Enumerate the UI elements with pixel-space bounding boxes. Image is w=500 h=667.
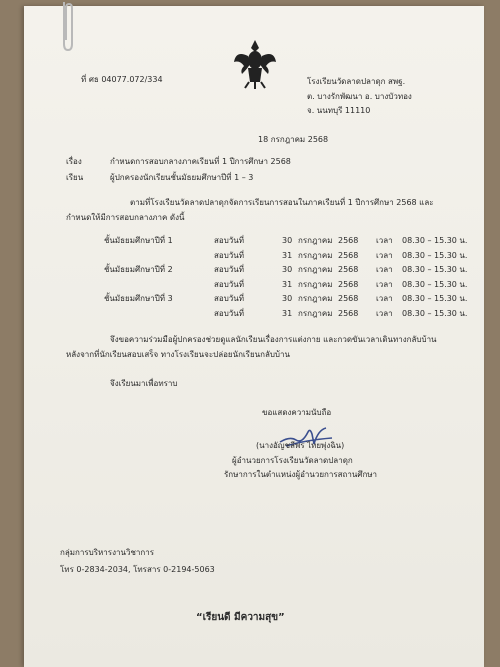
schedule-year: 2568 [338, 294, 359, 303]
schedule-exam: สอบวันที่ [214, 309, 244, 318]
recipient-label: เรียน [66, 173, 84, 182]
schedule-day: 31 [282, 309, 293, 318]
schedule-year: 2568 [338, 236, 359, 245]
intro-line1: ตามที่โรงเรียนวัดลาดปลาดุกจัดการเรียนการสอนในภาคเรียนที่ 1 ปีการศึกษา 2568 และ [130, 198, 434, 207]
schedule-time: 08.30 – 15.30 น. [402, 280, 468, 289]
school-address-line1: ต. บางรักพัฒนา อ. บางบัวทอง [307, 92, 412, 101]
schedule-year: 2568 [338, 265, 359, 274]
schedule-grade: ชั้นมัธยมศึกษาปีที่ 1 [104, 236, 173, 245]
schedule-time-label: เวลา [376, 280, 393, 289]
subject-label: เรื่อง [66, 157, 82, 166]
schedule-time-label: เวลา [376, 236, 393, 245]
schedule-month: กรกฎาคม [298, 309, 333, 318]
letter-date: 18 กรกฎาคม 2568 [258, 135, 329, 144]
paperclip-icon [56, 0, 78, 54]
schedule-month: กรกฎาคม [298, 265, 333, 274]
garuda-emblem-icon [232, 38, 278, 90]
request-line1: จึงขอความร่วมมือผู้ปกครองช่วยดูแลนักเรียนเรื่องการแต่งกาย และกวดขันเวลาเดินทางกลับบ้าน [110, 335, 437, 344]
schedule-exam: สอบวันที่ [214, 265, 244, 274]
closing-line: จึงเรียนมาเพื่อทราบ [110, 379, 178, 388]
schedule-time-label: เวลา [376, 294, 393, 303]
schedule-exam: สอบวันที่ [214, 251, 244, 260]
schedule-day: 30 [282, 236, 293, 245]
schedule-day: 30 [282, 265, 293, 274]
schedule-time-label: เวลา [376, 251, 393, 260]
schedule-exam: สอบวันที่ [214, 294, 244, 303]
schedule-time: 08.30 – 15.30 น. [402, 309, 468, 318]
school-name: โรงเรียนวัดลาดปลาดุก สพฐ. [307, 77, 406, 86]
recipient-text: ผู้ปกครองนักเรียนชั้นมัธยมศึกษาปีที่ 1 – 3 [110, 173, 254, 182]
signer-title1: ผู้อำนวยการโรงเรียนวัดลาดปลาดุก [232, 456, 353, 465]
subject-text: กำหนดการสอบกลางภาคเรียนที่ 1 ปีการศึกษา 2568 [110, 157, 291, 166]
schedule-year: 2568 [338, 280, 359, 289]
schedule-time: 08.30 – 15.30 น. [402, 236, 468, 245]
schedule-time: 08.30 – 15.30 น. [402, 294, 468, 303]
sign-respect: ขอแสดงความนับถือ [262, 408, 332, 417]
school-address-line2: จ. นนทบุรี 11110 [307, 106, 371, 115]
schedule-year: 2568 [338, 309, 359, 318]
schedule-month: กรกฎาคม [298, 280, 333, 289]
contact-phone: โทร 0-2834-2034, โทรสาร 0-2194-5063 [60, 565, 215, 574]
request-line2: หลังจากที่นักเรียนสอบเสร็จ ทางโรงเรียนจะปล่อยนักเรียนกลับบ้าน [66, 350, 290, 359]
schedule-grade: ชั้นมัธยมศึกษาปีที่ 3 [104, 294, 173, 303]
schedule-year: 2568 [338, 251, 359, 260]
schedule-month: กรกฎาคม [298, 251, 333, 260]
schedule-month: กรกฎาคม [298, 236, 333, 245]
signer-title2: รักษาการในตำแหน่งผู้อำนวยการสถานศึกษา [224, 470, 378, 479]
school-motto: “เรียนดี มีความสุข” [196, 612, 285, 623]
schedule-time: 08.30 – 15.30 น. [402, 265, 468, 274]
schedule-time: 08.30 – 15.30 น. [402, 251, 468, 260]
department: กลุ่มการบริหารงานวิชาการ [60, 548, 155, 557]
schedule-grade: ชั้นมัธยมศึกษาปีที่ 2 [104, 265, 173, 274]
schedule-day: 31 [282, 251, 293, 260]
schedule-exam: สอบวันที่ [214, 280, 244, 289]
schedule-day: 31 [282, 280, 293, 289]
reference-number: ที่ ศธ 04077.072/334 [81, 75, 163, 84]
schedule-month: กรกฎาคม [298, 294, 333, 303]
schedule-time-label: เวลา [376, 265, 393, 274]
schedule-exam: สอบวันที่ [214, 236, 244, 245]
schedule-time-label: เวลา [376, 309, 393, 318]
signer-name: (นางอัญชลีพร ไทยพุ่งฉิน) [256, 441, 345, 450]
schedule-day: 30 [282, 294, 293, 303]
intro-line2: กำหนดให้มีการสอบกลางภาค ดังนี้ [66, 213, 185, 222]
